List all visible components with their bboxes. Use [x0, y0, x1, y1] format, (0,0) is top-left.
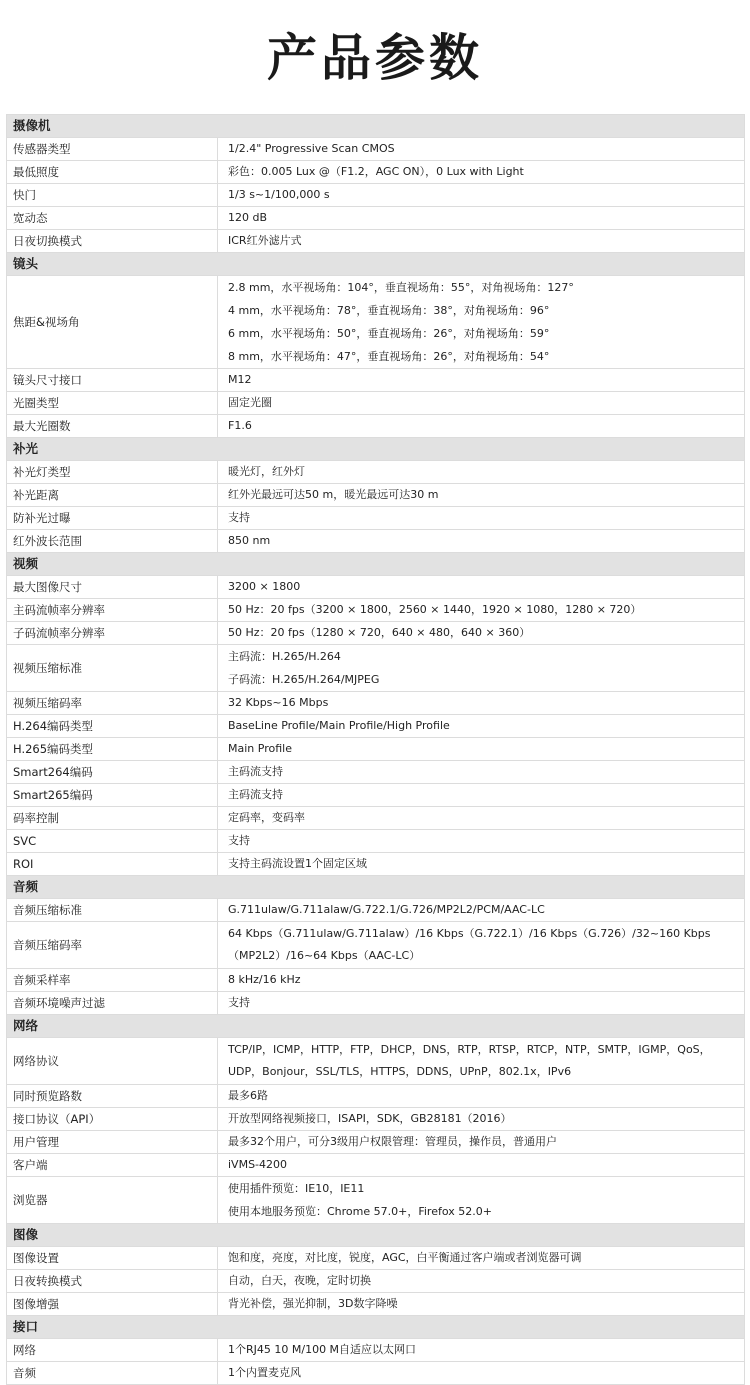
section-header-row — [7, 553, 745, 576]
spec-key: 视频压缩标准 — [7, 645, 218, 692]
spec-table — [6, 114, 745, 1385]
spec-value-cell — [218, 992, 745, 1015]
spec-key: 码率控制 — [7, 807, 218, 830]
spec-value: 支持 — [228, 996, 250, 1010]
spec-row — [7, 415, 745, 438]
section-header-row — [7, 876, 745, 899]
spec-key: 图像设置 — [7, 1247, 218, 1270]
spec-key: 红外波长范围 — [7, 530, 218, 553]
spec-row — [7, 461, 745, 484]
spec-value: 开放型网络视频接口，ISAPI，SDK，GB28181（2016） — [228, 1112, 512, 1126]
spec-value: 主码流：H.265/H.264 — [228, 650, 341, 663]
spec-key: 日夜转换模式 — [7, 1270, 218, 1293]
spec-key: 光圈类型 — [7, 392, 218, 415]
spec-value-cell — [218, 784, 745, 807]
spec-row — [7, 484, 745, 507]
spec-value-cell — [218, 899, 745, 922]
spec-row — [7, 645, 745, 692]
spec-row — [7, 1247, 745, 1270]
spec-row — [7, 507, 745, 530]
section-title: 接口 — [7, 1316, 745, 1339]
spec-value-cell — [218, 1293, 745, 1316]
spec-row — [7, 1339, 745, 1362]
spec-key: Smart264编码 — [7, 761, 218, 784]
section-title: 摄像机 — [7, 115, 745, 138]
spec-row — [7, 784, 745, 807]
spec-value: Main Profile — [228, 742, 292, 756]
spec-key: 日夜切换模式 — [7, 230, 218, 253]
spec-value: 32 Kbps~16 Mbps — [228, 696, 329, 710]
spec-value-cell — [218, 622, 745, 645]
spec-key: 网络 — [7, 1339, 218, 1362]
spec-value: 2.8 mm，水平视场角：104°，垂直视场角：55°，对角视场角：127° — [228, 281, 574, 294]
spec-value: 1/3 s~1/100,000 s — [228, 188, 330, 202]
spec-value: 主码流支持 — [228, 788, 283, 802]
spec-value-cell — [218, 1339, 745, 1362]
spec-key: 主码流帧率分辨率 — [7, 599, 218, 622]
spec-value: 彩色：0.005 Lux @（F1.2，AGC ON），0 Lux with Light — [228, 165, 524, 179]
spec-value-cell — [218, 599, 745, 622]
spec-value-cell — [218, 738, 745, 761]
spec-key: 音频环境噪声过滤 — [7, 992, 218, 1015]
spec-key: 音频采样率 — [7, 969, 218, 992]
spec-value: 1个内置麦克风 — [228, 1366, 301, 1380]
page-title: 产品参数 — [267, 29, 483, 87]
spec-key: 图像增强 — [7, 1293, 218, 1316]
spec-row — [7, 1108, 745, 1131]
spec-key: 最大图像尺寸 — [7, 576, 218, 599]
spec-row — [7, 207, 745, 230]
spec-value: 使用插件预览：IE10，IE11 — [228, 1182, 365, 1195]
spec-value: G.711ulaw/G.711alaw/G.722.1/G.726/MP2L2/PCM/AAC-LC — [228, 903, 545, 917]
spec-value: 使用本地服务预览：Chrome 57.0+，Firefox 52.0+ — [228, 1205, 492, 1218]
spec-value: 支持 — [228, 511, 250, 525]
spec-row — [7, 807, 745, 830]
spec-key: 视频压缩码率 — [7, 692, 218, 715]
spec-value-cell — [218, 138, 745, 161]
spec-value: M12 — [228, 373, 252, 387]
spec-row — [7, 830, 745, 853]
spec-row — [7, 230, 745, 253]
spec-value: 子码流：H.265/H.264/MJPEG — [228, 673, 380, 686]
spec-key: 补光灯类型 — [7, 461, 218, 484]
spec-row — [7, 738, 745, 761]
spec-value-cell — [218, 1270, 745, 1293]
spec-key: 客户端 — [7, 1154, 218, 1177]
spec-table-body — [7, 115, 745, 1385]
spec-value: iVMS-4200 — [228, 1158, 288, 1172]
spec-value-cell — [218, 576, 745, 599]
spec-key: 音频压缩标准 — [7, 899, 218, 922]
spec-row — [7, 138, 745, 161]
spec-row — [7, 1131, 745, 1154]
spec-key: SVC — [7, 830, 218, 853]
section-title: 补光 — [7, 438, 745, 461]
spec-key: 音频 — [7, 1362, 218, 1385]
spec-key: ROI — [7, 853, 218, 876]
spec-value: 3200 × 1800 — [228, 580, 301, 594]
spec-value: 支持 — [228, 834, 250, 848]
spec-value: F1.6 — [228, 419, 252, 433]
spec-row — [7, 761, 745, 784]
spec-row — [7, 715, 745, 738]
spec-row — [7, 992, 745, 1015]
spec-value: ICR红外滤片式 — [228, 234, 302, 248]
spec-value: 最多32个用户，可分3级用户权限管理：管理员，操作员，普通用户 — [228, 1135, 557, 1149]
spec-value: 1个RJ45 10 M/100 M自适应以太网口 — [228, 1343, 417, 1357]
spec-value: 8 mm，水平视场角：47°，垂直视场角：26°，对角视场角：54° — [228, 350, 550, 363]
spec-row — [7, 922, 745, 969]
spec-key: 宽动态 — [7, 207, 218, 230]
spec-table-container — [6, 114, 744, 1385]
spec-row — [7, 1177, 745, 1224]
spec-value-cell — [218, 507, 745, 530]
spec-value: 8 kHz/16 kHz — [228, 973, 301, 987]
spec-key: 最大光圈数 — [7, 415, 218, 438]
spec-key: H.264编码类型 — [7, 715, 218, 738]
spec-key: 最低照度 — [7, 161, 218, 184]
spec-row — [7, 1038, 745, 1085]
spec-value: 120 dB — [228, 211, 268, 225]
spec-value: 暖光灯，红外灯 — [228, 465, 305, 479]
spec-row — [7, 530, 745, 553]
spec-row — [7, 276, 745, 369]
section-title: 音频 — [7, 876, 745, 899]
spec-row — [7, 622, 745, 645]
spec-value-cell — [218, 1131, 745, 1154]
spec-value: 6 mm，水平视场角：50°，垂直视场角：26°，对角视场角：59° — [228, 327, 550, 340]
spec-value: 红外光最远可达50 m，暖光最远可达30 m — [228, 488, 439, 502]
spec-row — [7, 969, 745, 992]
spec-value-cell — [218, 1362, 745, 1385]
spec-value-cell — [218, 184, 745, 207]
spec-value: 固定光圈 — [228, 396, 272, 410]
spec-key: 镜头尺寸接口 — [7, 369, 218, 392]
spec-key: 焦距&视场角 — [7, 276, 218, 369]
section-header-row — [7, 438, 745, 461]
spec-row — [7, 899, 745, 922]
spec-value: 64 Kbps（G.711ulaw/G.711alaw）/16 Kbps（G.722.1）/16 Kbps（G.726）/32~160 Kbps（MP2L2）/16~64 Kbps（AAC-LC） — [228, 927, 711, 962]
spec-value: 50 Hz：20 fps（3200 × 1800，2560 × 1440，1920 × 1080，1280 × 720） — [228, 603, 642, 617]
spec-row — [7, 692, 745, 715]
spec-value-cell — [218, 761, 745, 784]
spec-value: 支持主码流设置1个固定区域 — [228, 857, 367, 871]
spec-value: 最多6路 — [228, 1089, 268, 1103]
spec-row — [7, 1362, 745, 1385]
spec-value: 自动，白天，夜晚，定时切换 — [228, 1274, 371, 1288]
section-title: 视频 — [7, 553, 745, 576]
spec-row — [7, 184, 745, 207]
spec-key: 快门 — [7, 184, 218, 207]
spec-value-cell — [218, 1177, 745, 1224]
spec-key: 用户管理 — [7, 1131, 218, 1154]
spec-key: 音频压缩码率 — [7, 922, 218, 969]
section-header-row — [7, 253, 745, 276]
spec-value-cell — [218, 1154, 745, 1177]
spec-value: TCP/IP，ICMP，HTTP，FTP，DHCP，DNS，RTP，RTSP，RTCP，NTP，SMTP，IGMP，QoS，UDP，Bonjour，SSL/TLS，HTTPS，DDNS，UPnP，802.1x，IPv6 — [228, 1043, 711, 1078]
spec-key: 子码流帧率分辨率 — [7, 622, 218, 645]
spec-row — [7, 1154, 745, 1177]
spec-value: 主码流支持 — [228, 765, 283, 779]
spec-value-cell — [218, 645, 745, 692]
section-title: 图像 — [7, 1224, 745, 1247]
section-header-row — [7, 1316, 745, 1339]
spec-key: 传感器类型 — [7, 138, 218, 161]
spec-key: H.265编码类型 — [7, 738, 218, 761]
spec-key: 补光距离 — [7, 484, 218, 507]
spec-row — [7, 853, 745, 876]
spec-value: 定码率，变码率 — [228, 811, 305, 825]
spec-value-cell — [218, 692, 745, 715]
spec-value-cell — [218, 161, 745, 184]
spec-row — [7, 369, 745, 392]
spec-key: 同时预览路数 — [7, 1085, 218, 1108]
spec-row — [7, 576, 745, 599]
spec-value-cell — [218, 1085, 745, 1108]
section-title: 镜头 — [7, 253, 745, 276]
spec-value-cell — [218, 207, 745, 230]
spec-value-cell — [218, 969, 745, 992]
section-header-row — [7, 115, 745, 138]
spec-value: 饱和度，亮度，对比度，锐度，AGC，白平衡通过客户端或者浏览器可调 — [228, 1251, 582, 1265]
spec-value-cell — [218, 807, 745, 830]
spec-key: 防补光过曝 — [7, 507, 218, 530]
spec-row — [7, 392, 745, 415]
spec-value-cell — [218, 1247, 745, 1270]
spec-key: 网络协议 — [7, 1038, 218, 1085]
spec-value-cell — [218, 1108, 745, 1131]
spec-value: 50 Hz：20 fps（1280 × 720，640 × 480，640 × 360） — [228, 626, 531, 640]
spec-value-cell — [218, 830, 745, 853]
spec-row — [7, 1270, 745, 1293]
spec-value-cell — [218, 853, 745, 876]
spec-value: 1/2.4" Progressive Scan CMOS — [228, 142, 395, 156]
spec-key: 浏览器 — [7, 1177, 218, 1224]
spec-value-cell — [218, 276, 745, 369]
spec-value: 4 mm，水平视场角：78°，垂直视场角：38°，对角视场角：96° — [228, 304, 550, 317]
spec-key: Smart265编码 — [7, 784, 218, 807]
spec-value: 850 nm — [228, 534, 271, 548]
spec-row — [7, 1085, 745, 1108]
spec-value-cell — [218, 415, 745, 438]
spec-value-cell — [218, 461, 745, 484]
spec-row — [7, 599, 745, 622]
spec-value: BaseLine Profile/Main Profile/High Profile — [228, 719, 450, 733]
spec-key: 接口协议（API） — [7, 1108, 218, 1131]
spec-value-cell — [218, 922, 745, 969]
spec-value-cell — [218, 392, 745, 415]
spec-value-cell — [218, 1038, 745, 1085]
spec-value-cell — [218, 715, 745, 738]
spec-value-cell — [218, 230, 745, 253]
spec-row — [7, 1293, 745, 1316]
section-header-row — [7, 1224, 745, 1247]
spec-value-cell — [218, 369, 745, 392]
section-title: 网络 — [7, 1015, 745, 1038]
spec-row — [7, 161, 745, 184]
spec-value-cell — [218, 484, 745, 507]
spec-value: 背光补偿，强光抑制，3D数字降噪 — [228, 1297, 398, 1311]
spec-value-cell — [218, 530, 745, 553]
section-header-row — [7, 1015, 745, 1038]
